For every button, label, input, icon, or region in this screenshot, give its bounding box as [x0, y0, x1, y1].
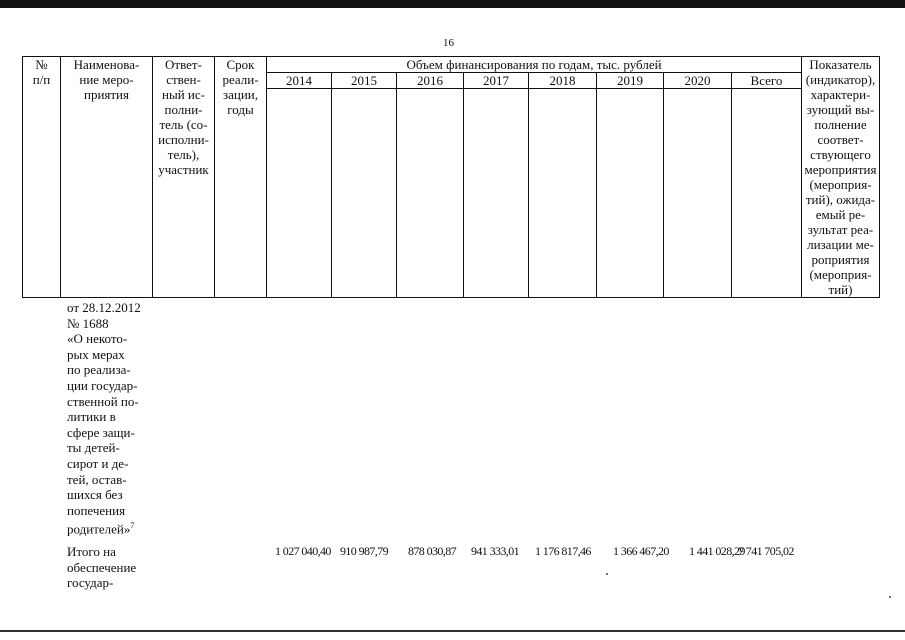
year-2020: 2020 — [664, 73, 732, 89]
total-2014: 1 027 040,40 — [275, 544, 331, 558]
scan-speck — [889, 596, 891, 598]
bottom-border-line — [0, 630, 905, 632]
total-2016: 878 030,87 — [408, 544, 457, 558]
year-cell-total — [732, 89, 802, 298]
scan-speck — [606, 573, 608, 575]
header-term: Срок реали- зации, годы — [215, 57, 267, 298]
top-border-bar — [0, 0, 905, 8]
header-name: Наименова- ние меро- приятия — [61, 57, 153, 298]
year-cell-2020 — [664, 89, 732, 298]
year-cell-2014 — [267, 89, 332, 298]
total-2020: 1 441 028,29 — [689, 544, 745, 558]
year-cell-2016 — [397, 89, 464, 298]
page-number: 16 — [443, 37, 454, 49]
year-2017: 2017 — [464, 73, 529, 89]
measure-description: от 28.12.2012 № 1688 «О некото- рых мерах по реализа- ции государ- ственной по- литики в сфере защи- ты детей- сирот и де- тей, остав- шихся без попечения родителей»$^7$ — [67, 300, 141, 537]
header-num: № п/п — [23, 57, 61, 298]
total-all: 7 741 705,02 — [738, 544, 794, 558]
funding-header-table — [22, 56, 880, 298]
total-2015: 910 987,79 — [340, 544, 389, 558]
year-cell-2017 — [464, 89, 529, 298]
year-2019: 2019 — [597, 73, 664, 89]
header-funding: Объем финансирования по годам, тыс. рублей — [267, 57, 802, 73]
year-total: Всего — [732, 73, 802, 89]
total-2017: 941 333,01 — [471, 544, 520, 558]
year-cell-2015 — [332, 89, 397, 298]
total-label: Итого на обеспечение государ- — [67, 544, 137, 591]
total-2019: 1 366 467,20 — [613, 544, 669, 558]
year-2015: 2015 — [332, 73, 397, 89]
year-2018: 2018 — [529, 73, 597, 89]
year-2016: 2016 — [397, 73, 464, 89]
footnote-marker: 7 — [130, 521, 135, 531]
year-cell-2018 — [529, 89, 597, 298]
header-responsible: Ответ- ствен- ный ис- полни- тель (со- исполни- тель), участник — [153, 57, 215, 298]
total-2018: 1 176 817,46 — [535, 544, 591, 558]
year-cell-2019 — [597, 89, 664, 298]
header-indicator: Показатель (индикатор), характери- зующий вы- полнение соответ- ствующего мероприятия (мероприя- тий), ожида- емый ре- зультат реа- лизации ме- роприятия (мероприя- тий) — [802, 57, 880, 298]
year-2014: 2014 — [267, 73, 332, 89]
